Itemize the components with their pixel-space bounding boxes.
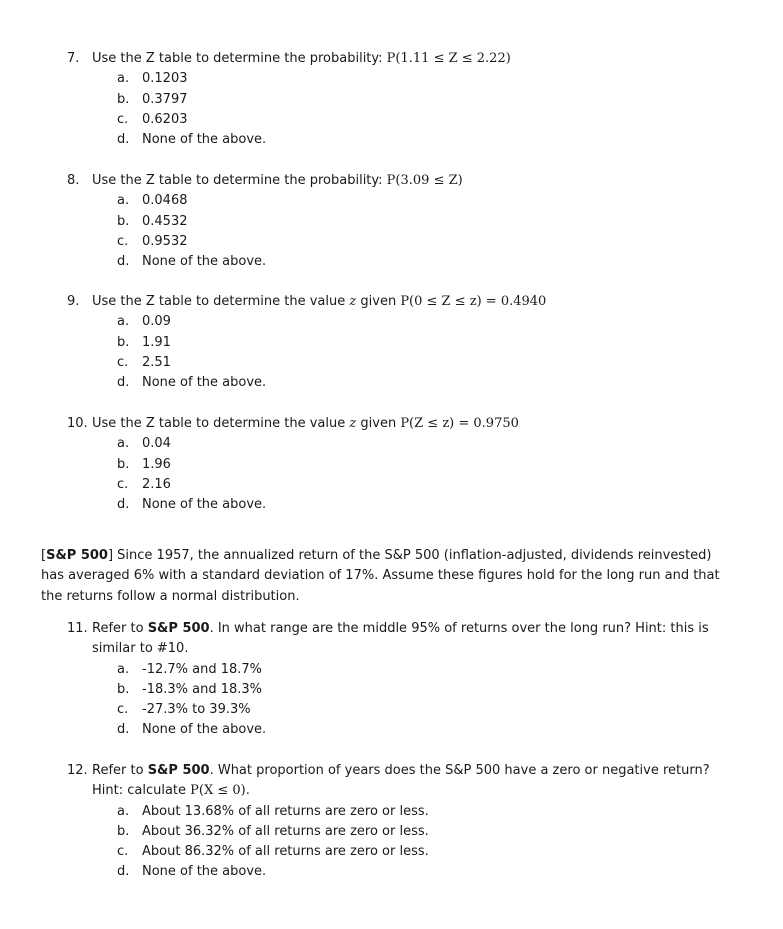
option-d[interactable] [67,720,747,740]
scenario-line-3: the returns follow a normal distribution. [41,588,300,604]
option-text: 1.91 [142,334,171,350]
question-number: 8. [67,173,80,188]
option-b[interactable] [67,333,747,353]
option-letter: b. [117,334,130,350]
option-letter: c. [117,233,129,249]
question-text-mid: given [356,294,401,309]
option-text: About 86.32% of all returns are zero or less. [142,844,429,860]
option-letter: b. [117,91,130,107]
option-text: 0.6203 [142,111,188,127]
option-text: None of the above. [142,132,267,148]
option-b[interactable] [67,90,747,110]
option-letter: d. [117,375,130,391]
question-stem [67,292,747,312]
option-c[interactable] [67,700,747,720]
option-text: -18.3% and 18.3% [142,681,263,697]
scenario-reference: S&P 500 [147,621,210,636]
option-letter: d. [117,497,130,513]
question-text-mid: given [356,416,401,431]
question-9 [67,292,747,393]
option-text: 1.96 [142,456,171,472]
options-list [67,312,747,393]
math-expression: P(0 ≤ Z ≤ z) = 0.4940 [400,294,547,309]
question-number: 9. [67,294,80,309]
option-text: None of the above. [142,375,267,391]
option-letter: c. [117,354,129,370]
question-11 [67,619,747,741]
option-a[interactable] [67,802,747,822]
question-text: Use the Z table to determine the value [92,416,350,431]
option-text: None of the above. [142,722,267,738]
question-stem [67,414,747,434]
scenario-tag: S&P 500 [46,548,108,563]
question-text: Use the Z table to determine the probability: [92,51,387,66]
math-variable: z [349,416,357,431]
math-expression: P(Z ≤ z) = 0.9750 [400,416,519,431]
option-text: About 13.68% of all returns are zero or less. [142,803,429,819]
option-b[interactable] [67,680,747,700]
question-number: 11. [67,621,88,636]
option-a[interactable] [67,660,747,680]
option-letter: d. [117,254,130,270]
option-text: None of the above. [142,497,267,513]
question-text: Use the Z table to determine the value [92,294,350,309]
option-b[interactable] [67,212,747,232]
question-7 [67,49,747,150]
option-letter: b. [117,681,130,697]
option-c[interactable] [67,842,747,862]
option-text: 0.0468 [142,193,188,209]
question-number: 10. [67,416,88,431]
math-expression: P(1.11 ≤ Z ≤ 2.22) [386,51,511,66]
option-text: -27.3% to 39.3% [142,702,251,718]
option-text: None of the above. [142,864,267,880]
option-letter: c. [117,844,129,860]
option-text: 0.4532 [142,213,188,229]
option-c[interactable] [67,475,747,495]
question-number: 7. [67,51,80,66]
question-number: 12. [67,763,88,778]
option-text: 0.1203 [142,71,188,87]
option-text: 0.04 [142,436,171,452]
option-letter: d. [117,864,130,880]
option-text: -12.7% and 18.7% [142,661,263,677]
scenario-line-2: has averaged 6% with a standard deviation of 17%. Assume these figures hold for the long run and that [41,568,720,584]
option-a[interactable] [67,312,747,332]
option-letter: a. [117,436,130,452]
option-text: About 36.32% of all returns are zero or less. [142,823,429,839]
scenario-paragraph [41,546,741,607]
option-text: 2.51 [142,354,171,370]
scenario-line-1: [S&P 500] Since 1957, the annualized return of the S&P 500 (inflation-adjusted, dividends reinvested) [41,548,712,563]
option-d[interactable] [67,130,747,150]
option-text: 0.9532 [142,233,188,249]
option-letter: c. [117,111,129,127]
question-stem-continued: similar to #10. [92,641,189,657]
math-expression: P(X ≤ 0) [190,783,246,799]
scenario-reference: S&P 500 [147,763,210,778]
options-list [67,191,747,272]
math-expression: P(3.09 ≤ Z) [386,173,463,188]
option-letter: c. [117,702,129,718]
option-text: 0.09 [142,314,171,330]
option-a[interactable] [67,191,747,211]
option-letter: a. [117,71,130,87]
option-letter: b. [117,456,130,472]
option-letter: b. [117,213,130,229]
question-10 [67,414,747,515]
question-8 [67,171,747,272]
option-a[interactable] [67,69,747,89]
option-c[interactable] [67,353,747,373]
option-c[interactable] [67,110,747,130]
question-stem: 11. Refer to S&P 500. In what range are the middle 95% of returns over the long run? Hint: this is [67,619,747,639]
option-letter: a. [117,314,130,330]
option-letter: a. [117,193,130,209]
option-c[interactable] [67,232,747,252]
option-text: None of the above. [142,254,267,270]
option-letter: d. [117,132,130,148]
options-list [67,660,747,741]
options-list [67,434,747,515]
option-d[interactable] [67,862,747,882]
option-letter: c. [117,476,129,492]
option-b[interactable] [67,822,747,842]
option-letter: a. [117,661,130,677]
options-list [67,69,747,150]
question-stem-continued: Hint: calculate P(X ≤ 0). [92,783,250,799]
option-b[interactable] [67,455,747,475]
math-variable: z [349,294,357,309]
question-stem: 12. Refer to S&P 500. What proportion of years does the S&P 500 have a zero or negative return? [67,761,747,781]
option-text: 2.16 [142,476,171,492]
option-letter: a. [117,803,130,819]
option-d[interactable] [67,252,747,272]
option-d[interactable] [67,495,747,515]
option-a[interactable] [67,434,747,454]
option-letter: d. [117,722,130,738]
question-stem [67,49,747,69]
option-text: 0.3797 [142,91,188,107]
option-letter: b. [117,823,130,839]
option-d[interactable] [67,373,747,393]
question-12 [67,761,747,883]
question-text: Use the Z table to determine the probability: [92,173,387,188]
question-stem [67,171,747,191]
options-list [67,802,747,883]
